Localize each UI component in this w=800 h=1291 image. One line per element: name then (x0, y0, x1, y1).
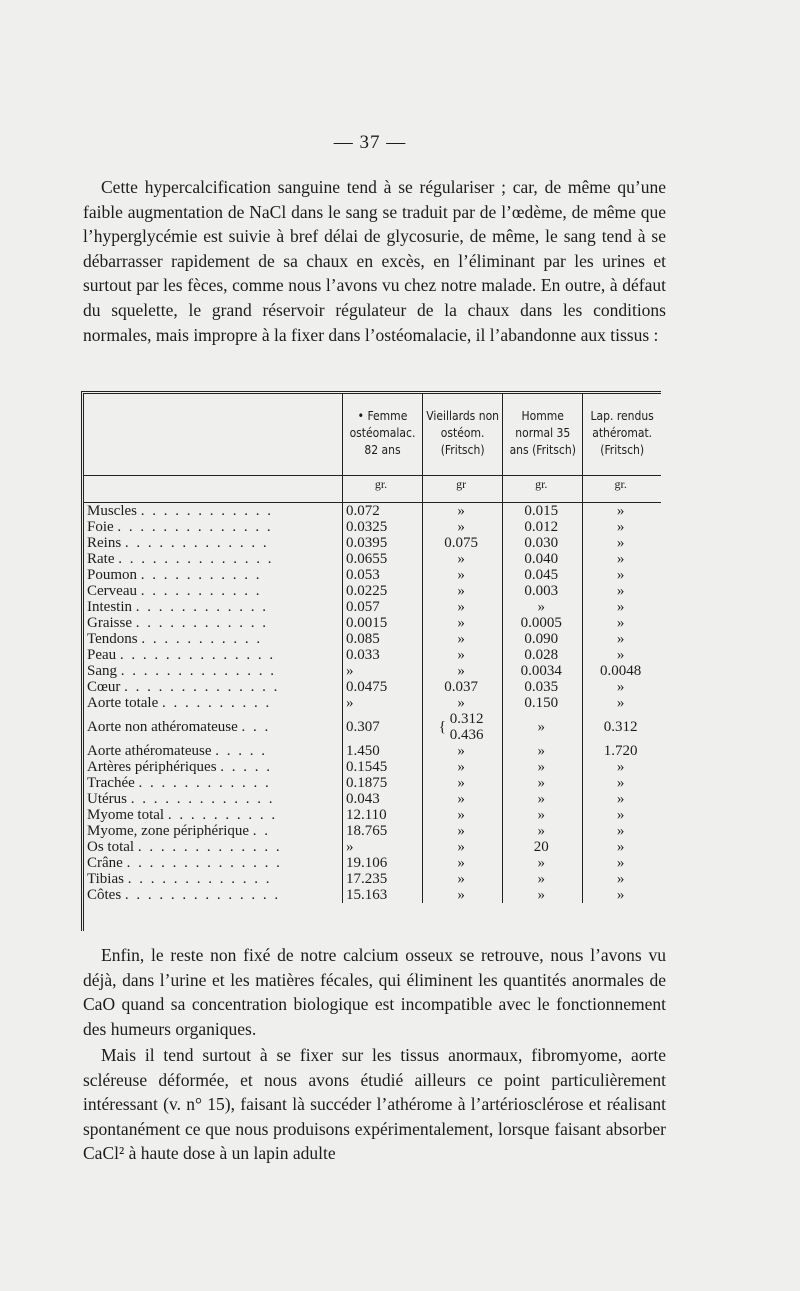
cell-lapin: 0.0048 (583, 663, 661, 679)
table-row (84, 599, 661, 615)
cell-femme: 0.0325 (342, 519, 422, 535)
row-leader-dots: . . . . . . . . . . . . . (127, 871, 272, 887)
table-row (84, 663, 661, 679)
cell-femme: 0.307 (342, 711, 422, 743)
row-leader-dots: . . . . . . . . . . . . . (130, 791, 275, 807)
cell-femme: 17.235 (342, 871, 422, 887)
cell-homme: » (503, 599, 583, 615)
row-leader-dots: . . . . . . . . . . . (140, 583, 262, 599)
row-label (84, 855, 342, 871)
paragraph-mais: Mais il tend surtout à se fixer sur les tissus anormaux, fibromyome, aorte scléreuse déformée, et nous avons étudié ailleurs ce point particulièrement intéressant (v. n° 15), faisant là succéder l’athérome à l’artériosclérose et réalisant spontanément ce que nous produisons expérimentalement, lorsque faisant absorber CaCl² à haute dose à un lapin adulte (83, 1045, 666, 1164)
cell-femme: 0.0395 (342, 535, 422, 551)
cell-homme: 0.035 (503, 679, 583, 695)
cell-femme: 0.0475 (342, 679, 422, 695)
row-leader-dots: . . . . . . . . . . . . . . (124, 887, 281, 903)
unit-row (84, 476, 661, 503)
row-label (84, 615, 342, 631)
row-label-text: Intestin (87, 599, 132, 615)
cell-femme: 0.0015 (342, 615, 422, 631)
header-femme: • Femme ostéomalac. 82 ans (342, 394, 422, 476)
cell-vieillards: » (423, 615, 503, 631)
table-row (84, 855, 661, 871)
row-label (84, 791, 342, 807)
cell-femme: 0.1875 (342, 775, 422, 791)
cell-lapin: » (583, 855, 661, 871)
row-label (84, 807, 342, 823)
cell-lapin: » (583, 615, 661, 631)
row-leader-dots: . . . . . . . . . . . . . . (118, 551, 274, 567)
cell-homme: » (503, 775, 583, 791)
header-vieillards: Vieillards non ostéom. (Fritsch) (423, 394, 503, 476)
table-row (84, 807, 661, 823)
cell-vieillards: » (423, 807, 503, 823)
row-label (84, 743, 342, 759)
cell-femme: 1.450 (342, 743, 422, 759)
cell-lapin: » (583, 807, 661, 823)
cell-lapin: » (583, 775, 661, 791)
cell-homme: » (503, 887, 583, 903)
row-leader-dots: . . . . . (215, 743, 268, 759)
cell-homme: 0.028 (503, 647, 583, 663)
cell-vieillards: » (423, 551, 503, 567)
row-label-text: Os total (87, 839, 135, 855)
row-label (84, 887, 342, 903)
unit-cell: gr. (583, 476, 661, 503)
cell-vieillards: » (423, 839, 503, 855)
cell-homme: » (503, 711, 583, 743)
table-row (84, 791, 661, 807)
row-label (84, 551, 342, 567)
header-lapin: Lap. rendus athéromat. (Fritsch) (583, 394, 661, 476)
row-label (84, 567, 342, 583)
unit-cell: gr. (503, 476, 583, 503)
cell-femme: 0.072 (342, 503, 422, 520)
row-label-text: Cerveau (87, 583, 137, 599)
row-label (84, 535, 342, 551)
cell-lapin: » (583, 599, 661, 615)
header-homme: Homme normal 35 ans (Fritsch) (503, 394, 583, 476)
cell-homme: 0.030 (503, 535, 583, 551)
row-label (84, 599, 342, 615)
row-label (84, 647, 342, 663)
cell-femme: 19.106 (342, 855, 422, 871)
cell-femme: 0.085 (342, 631, 422, 647)
calcium-table (81, 391, 661, 931)
cell-homme: 0.150 (503, 695, 583, 711)
cell-homme: » (503, 807, 583, 823)
table-row (84, 743, 661, 759)
row-label-text: Côtes (87, 887, 122, 903)
row-label-text: Tibias (87, 871, 124, 887)
cell-homme: » (503, 823, 583, 839)
cell-lapin: 1.720 (583, 743, 661, 759)
row-label-text: Peau (87, 647, 117, 663)
row-label (84, 631, 342, 647)
cell-lapin: » (583, 535, 661, 551)
row-label-text: Reins (87, 535, 122, 551)
row-leader-dots: . . . . . . . . . . . . (135, 599, 268, 615)
cell-vieillards: » (423, 567, 503, 583)
cell-lapin: » (583, 567, 661, 583)
paragraph-enfin: Enfin, le reste non fixé de notre calcium osseux se retrouve, nous l’avons vu déjà, dans l’urine et les matières fécales, qui éliminent les quantités anormales de CaO quand sa concentration biologique est incompatible avec le fonctionnement des humeurs organiques. (83, 945, 666, 1039)
cell-homme: 0.015 (503, 503, 583, 520)
cell-femme: 0.0225 (342, 583, 422, 599)
table-row (84, 535, 661, 551)
cell-lapin: » (583, 551, 661, 567)
row-label (84, 775, 342, 791)
value-pair (450, 711, 484, 743)
table-row (84, 759, 661, 775)
row-leader-dots: . . . . . . . . . . . . . . (117, 519, 273, 535)
table-row-aorte-non (84, 711, 661, 743)
row-label-text: Sang (87, 663, 117, 679)
cell-homme: 0.0005 (503, 615, 583, 631)
cell-femme: 0.0655 (342, 551, 422, 567)
table-header-row (84, 394, 661, 476)
page-number: — 37 — (333, 132, 407, 153)
row-leader-dots: . . . . . . . . . . . (141, 631, 263, 647)
cell-homme: » (503, 759, 583, 775)
row-leader-dots: . . . . . . . . . . . . . . (120, 663, 276, 679)
unit-cell: gr. (342, 476, 422, 503)
row-label-text: Myome total (87, 807, 165, 823)
cell-vieillards: » (423, 503, 503, 520)
row-leader-dots: . . . . . . . . . . . . (135, 615, 268, 631)
row-label-text: Foie (87, 519, 114, 535)
cell-vieillards: » (423, 759, 503, 775)
value-a: 0.312 (449, 711, 484, 727)
table-row (84, 503, 661, 520)
cell-femme: 12.110 (342, 807, 422, 823)
row-label-text: Aorte totale (87, 695, 159, 711)
table-row (84, 695, 661, 711)
cell-vieillards: » (423, 887, 503, 903)
row-label-text: Tendons (87, 631, 138, 647)
table-row (84, 583, 661, 599)
row-label (84, 871, 342, 887)
cell-lapin: » (583, 631, 661, 647)
cell-lapin: » (583, 839, 661, 855)
cell-femme: 15.163 (342, 887, 422, 903)
cell-homme: 0.045 (503, 567, 583, 583)
table-row (84, 775, 661, 791)
row-label (84, 759, 342, 775)
cell-vieillards: 0.075 (423, 535, 503, 551)
header-blank (84, 394, 342, 476)
cell-femme: 0.053 (342, 567, 422, 583)
cell-femme: » (342, 695, 422, 711)
row-label-text: Cœur (87, 679, 121, 695)
row-label-text: Aorte non athéromateuse (87, 719, 238, 735)
cell-femme: 0.033 (342, 647, 422, 663)
table-row (84, 823, 661, 839)
table-row (84, 551, 661, 567)
cell-femme: 0.057 (342, 599, 422, 615)
row-leader-dots: . . . . . . . . . . . . . . (119, 647, 276, 663)
row-label-text: Rate (87, 551, 115, 567)
cell-vieillards: » (423, 519, 503, 535)
cell-homme: 0.090 (503, 631, 583, 647)
cell-vieillards: » (423, 775, 503, 791)
table-row (84, 839, 661, 855)
row-label (84, 839, 342, 855)
row-leader-dots: . . (252, 823, 271, 839)
row-label-text: Graisse (87, 615, 132, 631)
cell-vieillards: » (423, 647, 503, 663)
paragraph-intro: Cette hypercalcification sanguine tend à se régulariser ; car, de même qu’une faible augmentation de NaCl dans le sang se traduit par de l’œdème, de même que l’hyperglycémie est suivie à bref délai de glycosurie, de même, le sang tend à se débarrasser rapidement de sa chaux en excès, en l’éliminant par les urines et surtout par les fèces, comme nous l’avons vu chez notre malade. En outre, à défaut du squelette, le grand réservoir régulateur de la chaux dans les conditions normales, mais impropre à la fixer dans l’ostéomalacie, il l’abandonne aux tissus : (83, 177, 666, 345)
row-leader-dots: . . . . . . . . . . . . . (137, 839, 282, 855)
cell-femme: 18.765 (342, 823, 422, 839)
cell-lapin: » (583, 583, 661, 599)
table-row (84, 647, 661, 663)
row-leader-dots: . . . . . (220, 759, 273, 775)
cell-lapin: 0.312 (583, 711, 661, 743)
row-leader-dots: . . . . . . . . . . . . (138, 775, 271, 791)
cell-vieillards: » (423, 631, 503, 647)
cell-homme: 20 (503, 839, 583, 855)
cell-femme: » (342, 839, 422, 855)
cell-femme: » (342, 663, 422, 679)
unit-cell: gr (423, 476, 503, 503)
row-leader-dots: . . . . . . . . . . . (140, 567, 262, 583)
row-label-text: Muscles (87, 503, 137, 519)
row-label (84, 663, 342, 679)
cell-vieillards: » (423, 583, 503, 599)
row-label-text: Myome, zone périphérique (87, 823, 250, 839)
cell-homme: » (503, 871, 583, 887)
row-label (84, 583, 342, 599)
table-row (84, 679, 661, 695)
table-row (84, 567, 661, 583)
cell-lapin: » (583, 679, 661, 695)
row-label (84, 823, 342, 839)
row-label-text: Poumon (87, 567, 138, 583)
row-leader-dots: . . . (241, 719, 271, 735)
row-label (84, 711, 342, 743)
cell-vieillards: » (423, 871, 503, 887)
row-label-text: Aorte athéromateuse (87, 743, 212, 759)
cell-lapin: » (583, 791, 661, 807)
row-label (84, 695, 342, 711)
row-leader-dots: . . . . . . . . . . (167, 807, 278, 823)
cell-homme: 0.040 (503, 551, 583, 567)
row-leader-dots: . . . . . . . . . . (161, 695, 272, 711)
cell-vieillards-pair (423, 711, 503, 743)
unit-blank (84, 476, 342, 503)
cell-lapin: » (583, 823, 661, 839)
cell-homme: » (503, 791, 583, 807)
brace-icon: { (438, 719, 446, 735)
cell-lapin: » (583, 759, 661, 775)
cell-vieillards: » (423, 663, 503, 679)
cell-vieillards: » (423, 823, 503, 839)
cell-homme: 0.012 (503, 519, 583, 535)
value-b: 0.436 (449, 727, 484, 743)
row-label-text: Artères périphériques (87, 759, 217, 775)
cell-vieillards: » (423, 599, 503, 615)
row-leader-dots: . . . . . . . . . . . . . . (124, 679, 280, 695)
cell-vieillards: » (423, 743, 503, 759)
cell-lapin: » (583, 887, 661, 903)
table-row (84, 615, 661, 631)
cell-femme: 0.1545 (342, 759, 422, 775)
cell-lapin: » (583, 695, 661, 711)
row-label-text: Crâne (87, 855, 123, 871)
cell-homme: » (503, 855, 583, 871)
cell-homme: 0.0034 (503, 663, 583, 679)
cell-lapin: » (583, 647, 661, 663)
row-label-text: Utérus (87, 791, 127, 807)
row-leader-dots: . . . . . . . . . . . . (140, 503, 273, 519)
cell-lapin: » (583, 519, 661, 535)
cell-homme: » (503, 743, 583, 759)
table-row (84, 631, 661, 647)
cell-vieillards: 0.037 (423, 679, 503, 695)
cell-femme: 0.043 (342, 791, 422, 807)
table-row (84, 519, 661, 535)
cell-lapin: » (583, 503, 661, 520)
cell-vieillards: » (423, 791, 503, 807)
table-row (84, 887, 661, 903)
cell-vieillards: » (423, 855, 503, 871)
cell-homme: 0.003 (503, 583, 583, 599)
row-leader-dots: . . . . . . . . . . . . . (124, 535, 269, 551)
cell-vieillards: » (423, 695, 503, 711)
row-label (84, 503, 342, 520)
row-label-text: Trachée (87, 775, 135, 791)
row-label (84, 519, 342, 535)
table-row (84, 871, 661, 887)
cell-lapin: » (583, 871, 661, 887)
row-label (84, 679, 342, 695)
row-leader-dots: . . . . . . . . . . . . . . (126, 855, 282, 871)
